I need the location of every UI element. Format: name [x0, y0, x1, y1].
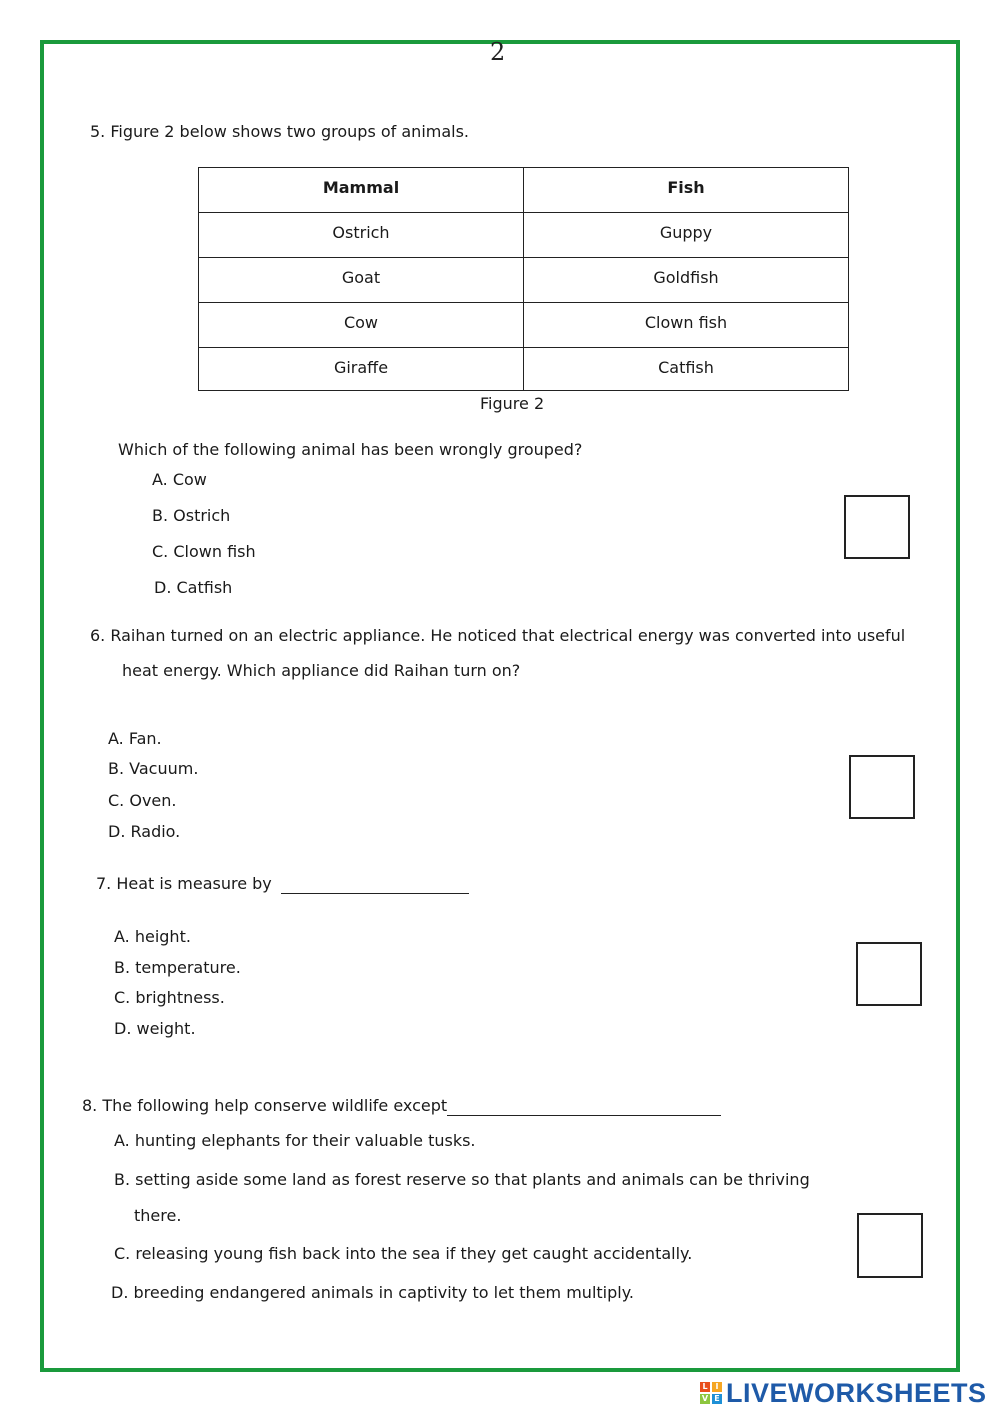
table-header-fish: Fish: [524, 168, 849, 213]
liveworksheets-logo[interactable]: [700, 1378, 987, 1408]
q5-option-a: A. Cow: [152, 470, 207, 489]
table-cell: Goldfish: [524, 258, 849, 303]
q7-prompt-text: 7. Heat is measure by: [96, 874, 272, 893]
q8-option-c: C. releasing young fish back into the sea if they get caught accidentally.: [114, 1244, 693, 1263]
q8-option-d: D. breeding endangered animals in captivity to let them multiply.: [111, 1283, 634, 1302]
figure-caption: Figure 2: [480, 394, 545, 413]
table-cell: Guppy: [524, 213, 849, 258]
q7-answer-blank[interactable]: [281, 874, 469, 894]
table-header-mammal: Mammal: [199, 168, 524, 213]
q6-option-d: D. Radio.: [108, 822, 181, 841]
q6-option-b: B. Vacuum.: [108, 759, 199, 778]
q6-option-c: C. Oven.: [108, 791, 177, 810]
q7-prompt: [96, 874, 469, 894]
q6-prompt-line2: heat energy. Which appliance did Raihan turn on?: [122, 661, 521, 680]
q7-answer-box[interactable]: [856, 942, 922, 1006]
table-cell: Ostrich: [199, 213, 524, 258]
logo-text: LIVEWORKSHEETS: [726, 1377, 987, 1408]
table-cell: Catfish: [524, 348, 849, 391]
q8-prompt-text: 8. The following help conserve wildlife except: [82, 1096, 448, 1115]
table-cell: Goat: [199, 258, 524, 303]
q8-option-a: A. hunting elephants for their valuable tusks.: [114, 1131, 476, 1150]
logo-icon: L I V E: [700, 1382, 722, 1404]
q5-option-d: D. Catfish: [154, 578, 233, 597]
table-cell: Clown fish: [524, 303, 849, 348]
q7-option-a: A. height.: [114, 927, 191, 946]
q6-answer-box[interactable]: [849, 755, 915, 819]
q7-option-b: B. temperature.: [114, 958, 241, 977]
q8-answer-blank[interactable]: [447, 1096, 721, 1116]
table-cell: Giraffe: [199, 348, 524, 391]
page-number: 2: [490, 38, 506, 66]
q8-answer-box[interactable]: [857, 1213, 923, 1278]
figure-2-table: [198, 167, 849, 391]
table-cell: Cow: [199, 303, 524, 348]
q8-option-b-line1: B. setting aside some land as forest reserve so that plants and animals can be thriving: [114, 1170, 810, 1189]
q8-prompt: [82, 1096, 721, 1116]
q5-prompt: 5. Figure 2 below shows two groups of animals.: [90, 122, 470, 141]
q5-question: Which of the following animal has been wrongly grouped?: [118, 440, 583, 459]
q5-option-b: B. Ostrich: [152, 506, 231, 525]
q6-option-a: A. Fan.: [108, 729, 162, 748]
q8-option-b-line2: there.: [134, 1206, 182, 1225]
q7-option-c: C. brightness.: [114, 988, 225, 1007]
q5-option-c: C. Clown fish: [152, 542, 256, 561]
q7-option-d: D. weight.: [114, 1019, 196, 1038]
q5-answer-box[interactable]: [844, 495, 910, 559]
q6-prompt-line1: 6. Raihan turned on an electric appliance. He noticed that electrical energy was converted into useful: [90, 626, 906, 645]
